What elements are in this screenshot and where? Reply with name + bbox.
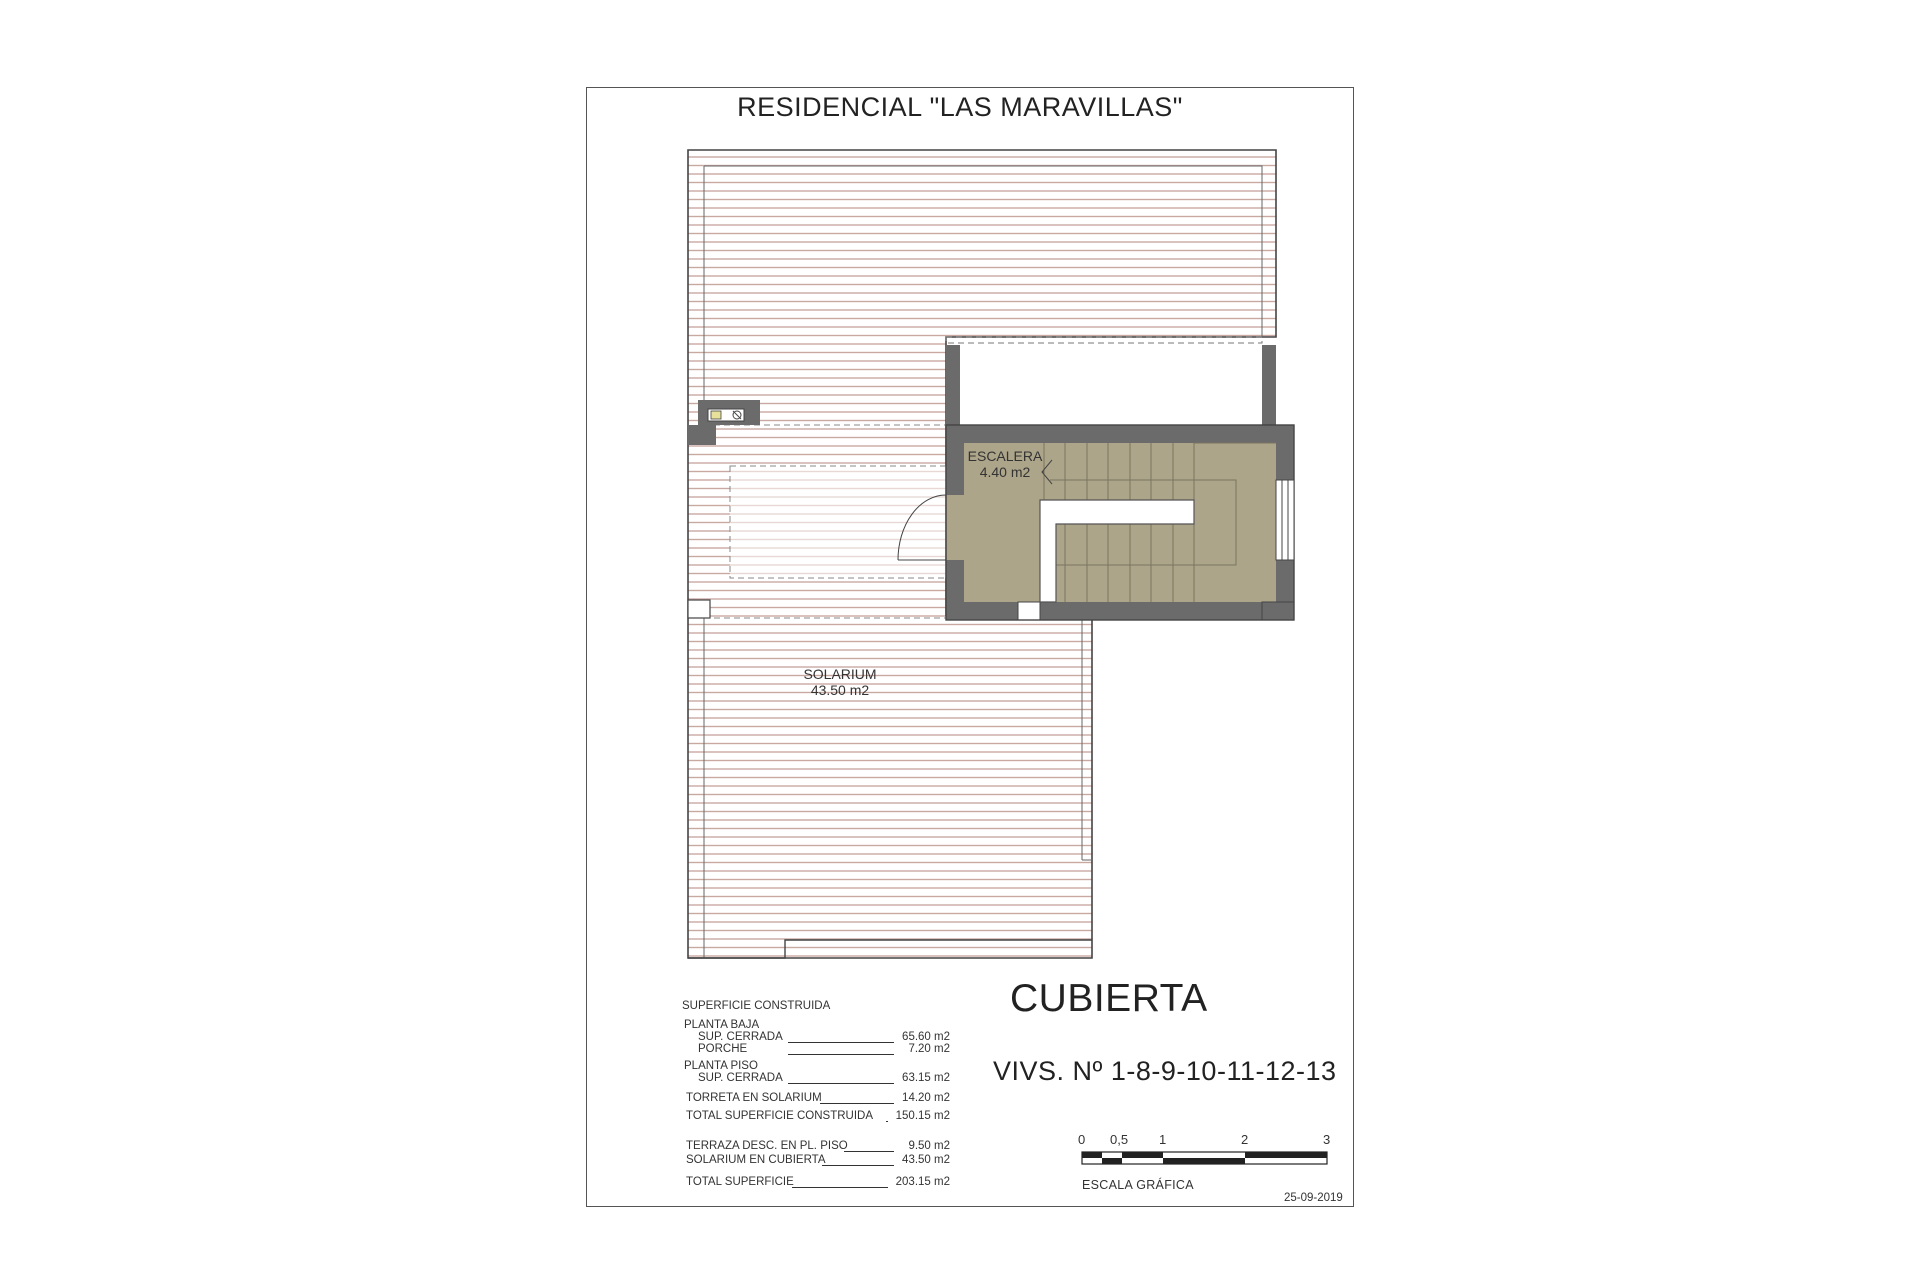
- room-area: 43.50 m2: [810, 682, 870, 698]
- plan-name: CUBIERTA: [1010, 977, 1208, 1020]
- area-row: TORRETA EN SOLARIUM 14.20 m2: [686, 1092, 950, 1104]
- scale-bar: [1082, 1152, 1327, 1164]
- units-label: VIVS. Nº 1-8-9-10-11-12-13: [993, 1056, 1337, 1086]
- scale-tick-label: 2: [1241, 1132, 1249, 1147]
- room-label-escalera: [960, 448, 1050, 480]
- area-row: TOTAL SUPERFICIE 203.15 m2: [686, 1176, 950, 1188]
- area-row: SOLARIUM EN CUBIERTA 43.50 m2: [686, 1154, 950, 1166]
- area-row: PLANTA PISO: [684, 1060, 758, 1072]
- pergola-outline: [730, 466, 946, 578]
- room-name: ESCALERA: [967, 448, 1043, 464]
- area-row: SUP. CERRADA 65.60 m2: [698, 1031, 950, 1043]
- project-title: RESIDENCIAL "LAS MARAVILLAS": [737, 92, 1183, 122]
- scale-tick-label: 0: [1078, 1132, 1086, 1147]
- room-name: SOLARIUM: [803, 666, 877, 682]
- area-row: PLANTA BAJA: [684, 1019, 760, 1031]
- area-heading: SUPERFICIE CONSTRUIDA: [682, 1000, 831, 1012]
- dashed-roof-edge: [946, 337, 1262, 343]
- wall-pillar: [688, 425, 716, 445]
- scale-tick-label: 3: [1323, 1132, 1331, 1147]
- area-row: SUP. CERRADA 63.15 m2: [698, 1072, 950, 1084]
- scale-caption: ESCALA GRÁFICA: [1082, 1178, 1194, 1192]
- scale-tick-label: 1: [1159, 1132, 1167, 1147]
- area-row: PORCHE 7.20 m2: [698, 1043, 950, 1055]
- drawing-date: 25-09-2019: [1284, 1192, 1343, 1204]
- window: [1276, 480, 1294, 560]
- area-row: TERRAZA DESC. EN PL. PISO 9.50 m2: [686, 1140, 950, 1152]
- wall-pillar: [688, 600, 710, 618]
- area-row: TOTAL SUPERFICIE CONSTRUIDA 150.15 m2: [686, 1110, 950, 1122]
- room-label-solarium: [780, 666, 900, 698]
- scale-tick-label: 0,5: [1110, 1132, 1129, 1147]
- wall-segment: [946, 345, 960, 425]
- room-area: 4.40 m2: [979, 464, 1031, 480]
